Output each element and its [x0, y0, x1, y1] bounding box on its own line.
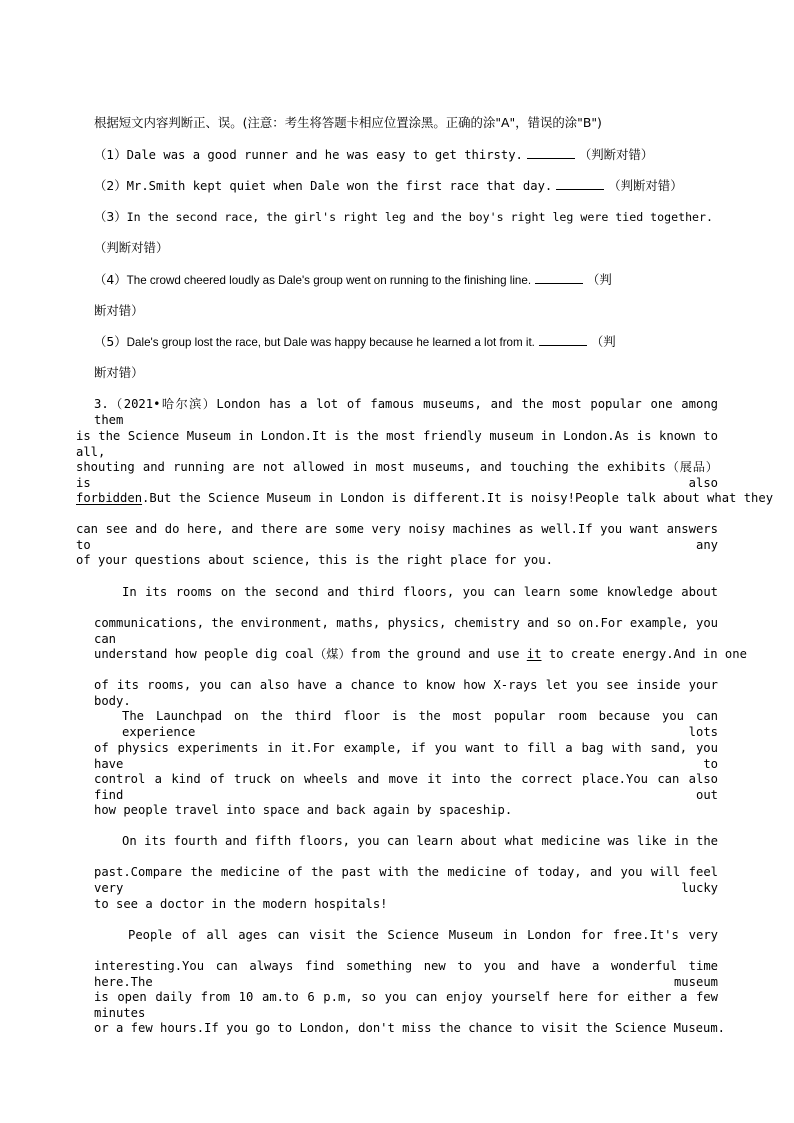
answer-blank[interactable] [556, 178, 604, 190]
question-2 [94, 178, 683, 194]
instructions: 根据短文内容判断正、误。(注意：考生将答题卡相应位置涂黑。正确的涂"A"，错误的涂"B") [94, 115, 602, 130]
question-suffix: （判 [587, 272, 612, 287]
question-text: Mr.Smith kept quiet when Dale won the first race that day. [126, 179, 553, 193]
question-number: （4） [94, 272, 127, 287]
passage-line: of your questions about science, this is the right place for you. [76, 553, 553, 567]
passage-line: of its rooms, you can also have a chance to know how X-rays let you see inside your body. [94, 678, 718, 708]
answer-blank[interactable] [527, 147, 575, 159]
question-4 [94, 272, 612, 289]
passage-line: or a few hours.If you go to London, don't miss the chance to visit the Science Museum. [94, 1021, 726, 1035]
answer-blank[interactable] [539, 334, 587, 346]
passage-line: past.Compare the medicine of the past with the medicine of today, and you will feel very lucky [94, 865, 718, 895]
passage-line: People of all ages can visit the Science Museum in London for free.It's very [128, 928, 718, 942]
question-number: （1） [94, 147, 127, 162]
passage-line [94, 646, 747, 662]
passage-text: to create energy.And in one [541, 647, 747, 661]
question-suffix: （判断对错） [608, 178, 683, 193]
underlined-word: forbidden [76, 491, 143, 505]
passage-line: is open daily from 10 am.to 6 p.m, so you can enjoy yourself here for either a few minutes [94, 990, 718, 1020]
question-number: （5） [94, 334, 127, 349]
passage-line: 3.（2021•哈尔滨）London has a lot of famous museums, and the most popular one among them [94, 397, 718, 427]
question-4-suffix: 断对错） [94, 303, 144, 318]
passage-line: control a kind of truck on wheels and move it into the correct place.You can also find out [94, 772, 718, 802]
question-text: Dale's group lost the race, but Dale was happy because he learned a lot from it. [126, 336, 535, 349]
passage-line: interesting.You can always find something new to you and have a wonderful time here.The museum [94, 959, 718, 989]
passage-line [76, 490, 774, 506]
passage-line: to see a doctor in the modern hospitals! [94, 897, 388, 911]
question-3 [94, 209, 713, 225]
question-number: （3） [94, 209, 127, 224]
passage-text: understand how people dig coal（煤）from the ground and use [94, 647, 527, 661]
question-suffix: （判断对错） [578, 147, 654, 162]
answer-blank[interactable] [535, 272, 583, 284]
question-text: Dale was a good runner and he was easy to get thirsty. [126, 148, 523, 162]
passage-line: how people travel into space and back again by spaceship. [94, 803, 513, 817]
passage-line: In its rooms on the second and third floors, you can learn some knowledge about [122, 585, 718, 599]
question-1 [94, 147, 653, 163]
passage-text: .But the Science Museum in London is different.It is noisy!People talk about what they [142, 491, 774, 505]
question-text: In the second race, the girl's right leg and the boy's right leg were tied together. [126, 210, 713, 224]
question-3-suffix: （判断对错） [94, 240, 169, 255]
passage-line: is the Science Museum in London.It is the most friendly museum in London.As is known to all, [76, 429, 718, 459]
question-text: The crowd cheered loudly as Dale's group went on running to the finishing line. [126, 274, 532, 287]
passage-line: of physics experiments in it.For example, if you want to fill a bag with sand, you have to [94, 741, 718, 771]
question-5 [94, 334, 616, 351]
question-5-suffix: 断对错） [94, 365, 144, 380]
question-suffix: （判 [590, 334, 616, 349]
passage-line: The Launchpad on the third floor is the most popular room because you can experience lots [122, 709, 718, 739]
question-number: （2） [94, 178, 127, 193]
passage-line: communications, the environment, maths, physics, chemistry and so on.For example, you can [94, 616, 718, 646]
passage-line: shouting and running are not allowed in most museums, and touching the exhibits（展品）is also [76, 460, 718, 490]
passage-line: On its fourth and fifth floors, you can learn about what medicine was like in the [122, 834, 718, 848]
passage-line: can see and do here, and there are some very noisy machines as well.If you want answers to any [76, 522, 718, 552]
underlined-word: it [526, 647, 542, 661]
